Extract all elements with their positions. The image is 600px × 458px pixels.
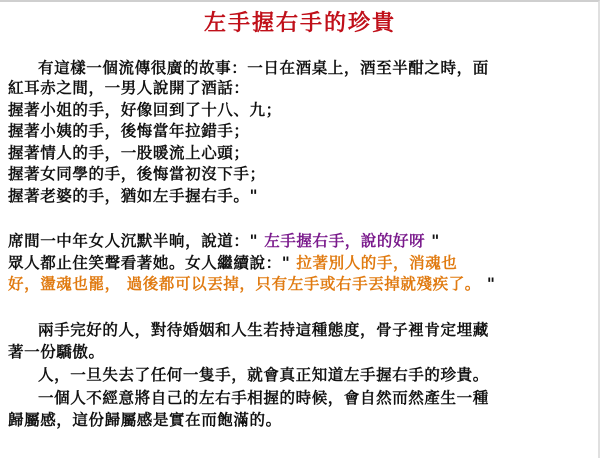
story-line: 握著情人的手，一股暖流上心頭； (8, 143, 250, 162)
reflection-line: 歸屬感，這份歸屬感是實在而飽滿的。 (8, 410, 282, 429)
reflection-line: 一個人不經意將自己的左右手相握的時候，會自然而然產生一種 (38, 388, 489, 407)
reflection-line: 人，一旦失去了任何一隻手，就會真正知道左手握右手的珍貴。 (38, 365, 489, 384)
dialogue-text: 眾人都止住笑聲看著她。女人繼續說：" (8, 253, 291, 272)
story-line: 握著小姨的手，後悔當年拉錯手； (8, 121, 250, 140)
page-title: 左手握右手的珍貴 (203, 10, 396, 36)
dialogue-line (8, 253, 592, 273)
quote-others-hand-continued: 好，盪魂也罷， 過後都可以丟掉，只有左手或右手丟掉就殘疾了。 (8, 274, 481, 293)
story-line: 握著小姐的手，好像回到了十八、九； (8, 100, 282, 119)
dialogue-line (8, 231, 592, 251)
quote-close-mark: " (431, 231, 440, 250)
quote-left-hand-right-hand: 左手握右手，說的好呀 (264, 231, 426, 250)
dialogue-line (8, 274, 592, 294)
quote-others-hand: 拉著別人的手，消魂也 (296, 253, 458, 272)
story-line: 有這樣一個流傳很廣的故事：一日在酒桌上，酒至半酣之時，面 (38, 58, 489, 77)
reflection-line: 著一份驕傲。 (8, 342, 105, 361)
story-line: 握著老婆的手，猶如左手握右手。" (8, 186, 259, 205)
story-line: 紅耳赤之間，一男人說開了酒話： (8, 78, 250, 97)
reflection-line: 兩手完好的人，對待婚姻和人生若持這種態度，骨子裡肯定埋藏 (38, 320, 489, 339)
dialogue-text: 席間一中年女人沉默半晌，說道：" (8, 231, 259, 250)
quote-close-mark: " (486, 274, 496, 293)
story-line: 握著女同學的手，後悔當初沒下手； (8, 164, 266, 183)
